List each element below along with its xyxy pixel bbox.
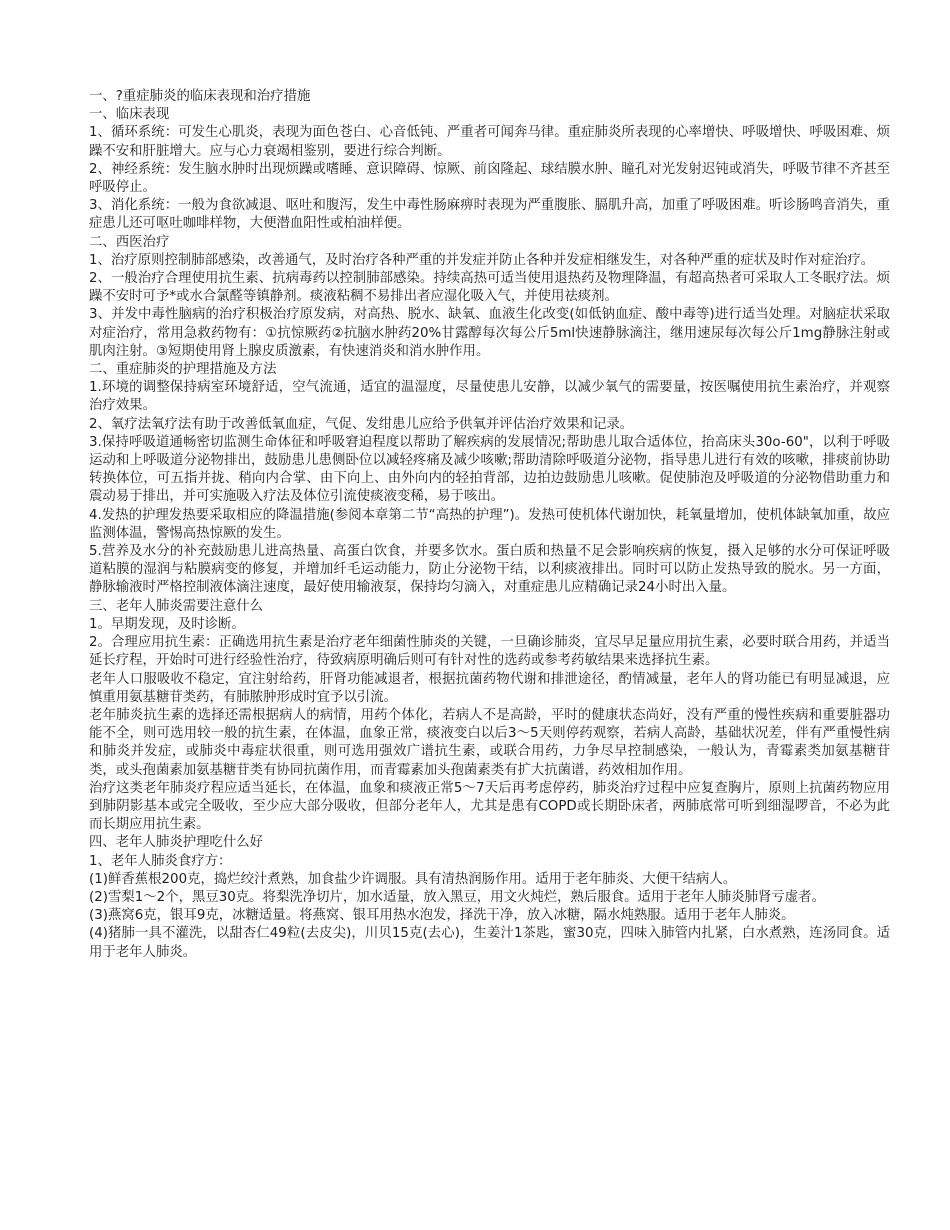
paragraph: 5.营养及水分的补充鼓励患儿进高热量、高蛋白饮食，并要多饮水。蛋白质和热量不足会影响疾病的恢复，摄入足够的水分可保证呼吸道粘膜的湿润与粘膜病变的修复，并增加纤毛运动能力，防止分泌物干结，以利痰液排出。同时可以防止发热导致的脱水。另一方面，静脉输液时严格控制液体滴注速度，最好使用输液泵，保持均匀滴入，对重症患儿应精确记录24小时出入量。 [89, 544, 890, 596]
paragraph: 2。合理应用抗生素：正确选用抗生素是治疗老年细菌性肺炎的关键，一旦确诊肺炎，宜尽早足量应用抗生素，必要时联合用药，并适当延长疗程，开始时可进行经验性治疗，待致病原明确后则可有针对性的选药或参考药敏结果来选择抗生素。 [89, 635, 890, 669]
paragraph: (3)燕窝6克，银耳9克，冰糖适量。将燕窝、银耳用热水泡发，择洗干净，放入冰糖，隔水炖熟服。适用于老年人肺炎。 [89, 908, 795, 924]
paragraph: 3.保持呼吸道通畅密切监测生命体征和呼吸窘迫程度以帮助了解疾病的发展情况;帮助患儿取合适体位，抬高床头30o-60"，以利于呼吸运动和上呼吸道分泌物排出，鼓励患儿患侧卧位以减轻疼痛及减少咳嗽;帮助清除呼吸道分泌物，指导患儿进行有效的咳嗽，排痰前协助转换体位，可五指并拢、稍向内合掌、由下向上、由外向内的轻拍背部，边拍边鼓励患儿咳嗽。促使肺泡及呼吸道的分泌物借助重力和震动易于排出，并可实施吸入疗法及体位引流使痰液变稀，易于咳出。 [89, 434, 890, 505]
paragraph: 老年人口服吸收不稳定，宜注射给药，肝肾功能减退者，根据抗菌药物代谢和排泄途径，酌情减量，老年人的肾功能已有明显减退，应慎重用氨基糖苷类药，有肺脓肿形成时宜予以引流。 [89, 671, 890, 705]
paragraph: 4.发热的护理发热要采取相应的降温措施(参阅本章第二节“高热的护理”)。发热可使机体代谢加快，耗氧量增加，使机体缺氧加重，故应监测体温，警惕高热惊厥的发生。 [89, 507, 890, 541]
paragraph: (2)雪梨1～2个，黑豆30克。将梨洗净切片，加水适量，放入黑豆，用文火炖烂，熟后服食。适用于老年人肺炎肺肾亏虚者。 [89, 889, 825, 905]
paragraph: (4)猪肺一具不灌洗，以甜杏仁49粒(去皮尖)，川贝15克(去心)，生姜汁1茶匙，蜜30克，四味入肺管内扎紧，白水煮熟，连汤同食。适用于老年人肺炎。 [89, 926, 890, 960]
paragraph: 1、循环系统：可发生心肌炎，表现为面色苍白、心音低钝、严重者可闻奔马律。重症肺炎所表现的心率增快、呼吸增快、呼吸困难、烦躁不安和肝脏增大。应与心力衰竭相鉴别，要进行综合判断。 [89, 125, 890, 159]
section-heading: 二、重症肺炎的护理措施及方法 [89, 362, 277, 378]
paragraph: 2、神经系统：发生脑水肿时出现烦躁或嗜睡、意识障碍、惊厥、前囟隆起、球结膜水肿、瞳孔对光发射迟钝或消失，呼吸节律不齐甚至呼吸停止。 [89, 161, 890, 196]
paragraph: 治疗这类老年肺炎疗程应适当延长，在体温，血象和痰液正常5～7天后再考虑停药，肺炎治疗过程中应复查胸片，原则上抗菌药物应用到肺阴影基本或完全吸收，至少应大部分吸收，但部分老年人，尤其是患有COPD或长期卧床者，两肺底常可听到细湿啰音，不必为此而长期应用抗生素。 [89, 780, 890, 833]
section-heading: 二、西医治疗 [89, 234, 170, 250]
paragraph: 老年肺炎抗生素的选择还需根据病人的病情，用药个体化，若病人不是高龄，平时的健康状态尚好，没有严重的慢性疾病和重要脏器功能不全，则可选用较一般的抗生素，在体温，血象正常，痰液变白以后3～5天则停药观察，若病人高龄，基础状况差，伴有严重慢性病和肺炎并发症，或肺炎中毒症状很重，则可选用强效广谱抗生素，或联合用药，力争尽早控制感染，一般认为，青霉素类加氨基糖苷类，或头孢菌素加氨基糖苷类有协同抗菌作用，而青霉素加头孢菌素类有扩大抗菌谱，药效相加作用。 [89, 707, 890, 778]
document-body [89, 106, 890, 962]
paragraph: 1.环境的调整保持病室环境舒适，空气流通，适宜的温湿度，尽量使患儿安静，以减少氧气的需要量，按医嘱使用抗生素治疗，并观察治疗效果。 [89, 380, 890, 414]
section-heading: 一、临床表现 [89, 107, 170, 123]
section-heading: 三、老年人肺炎需要注意什么 [89, 598, 264, 614]
paragraph: 3、并发中毒性脑病的治疗积极治疗原发病，对高热、脱水、缺氧、血液生化改变(如低钠血症、酸中毒等)进行适当处理。对脑症状采取对症治疗，常用急救药物有：①抗惊厥药②抗脑水肿药20%甘露醇每次每公斤5ml快速静脉滴注，继用速尿每次每公斤1mg静脉注射或肌肉注射。③短期使用肾上腺皮质激素，有快速消炎和消水肿作用。 [89, 307, 890, 359]
document-title: 一、?重症肺炎的临床表现和治疗措施 [89, 89, 311, 104]
paragraph: (1)鲜香蕉根200克，捣烂绞汁煮熟，加食盐少许调服。具有清热润肠作用。适用于老年肺炎、大便干结病人。 [89, 871, 737, 887]
paragraph: 1、老年人肺炎食疗方： [89, 853, 232, 869]
paragraph: 3、消化系统：一般为食欲减退、呕吐和腹泻，发生中毒性肠麻痹时表现为严重腹胀、膈肌升高，加重了呼吸困难。听诊肠鸣音消失，重症患儿还可呕吐咖啡样物，大便潜血阳性或柏油样便。 [89, 198, 890, 232]
paragraph: 1、治疗原则控制肺部感染，改善通气，及时治疗各种严重的并发症并防止各种并发症相继发生，对各种严重的症状及时作对症治疗。 [89, 252, 875, 268]
paragraph: 1。早期发现，及时诊断。 [89, 616, 245, 632]
paragraph: 2、氧疗法氧疗法有助于改善低氧血症，气促、发绀患儿应给予供氧并评估治疗效果和记录。 [89, 416, 634, 432]
paragraph: 2、一般治疗合理使用抗生素、抗病毒药以控制肺部感染。持续高热可适当使用退热药及物理降温，有超高热者可采取人工冬眠疗法。烦躁不安时可予*或水合氯醛等镇静剂。痰液粘稠不易排出者应湿化吸入气，并使用祛痰剂。 [89, 271, 890, 305]
section-heading: 四、老年人肺炎护理吃什么好 [89, 835, 264, 851]
